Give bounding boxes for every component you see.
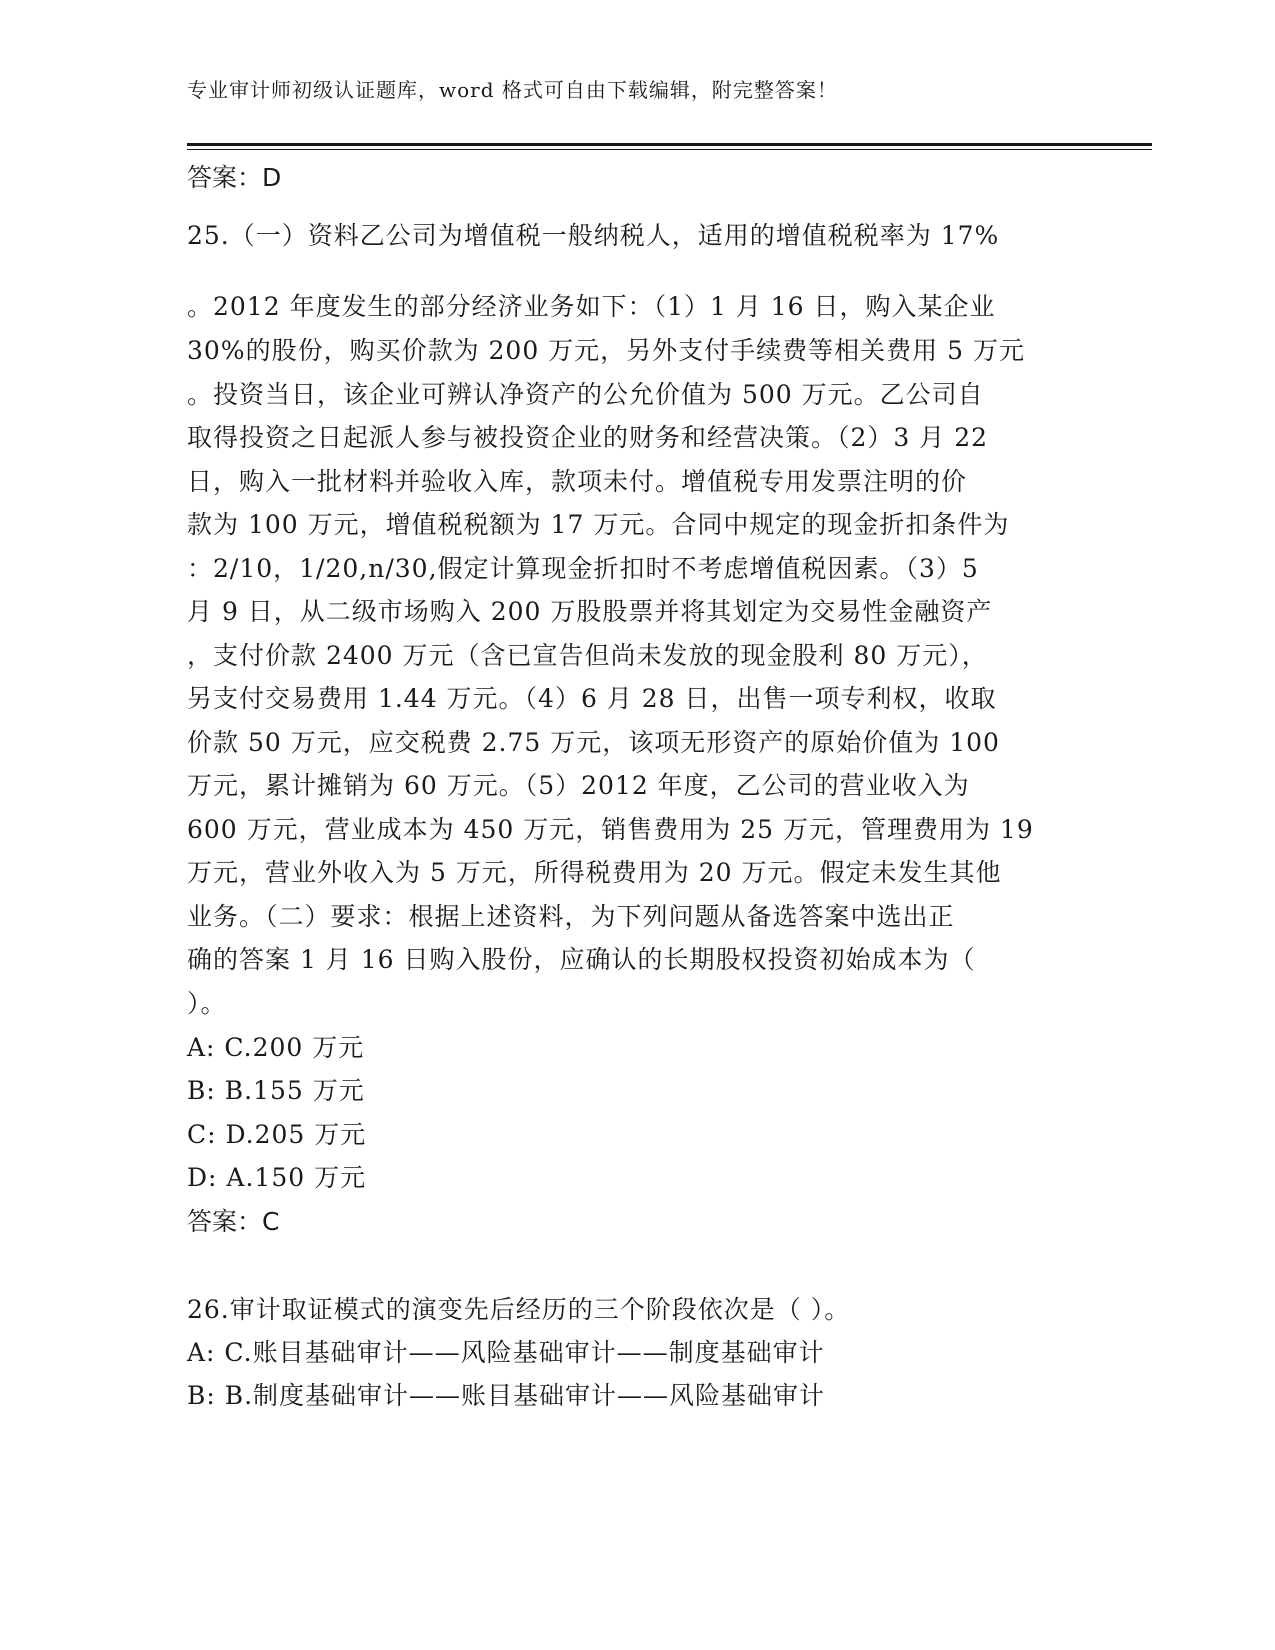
answer-25: 答案：C: [187, 1207, 280, 1236]
question-line: 26.审计取证模式的演变先后经历的三个阶段依次是（ ）。: [187, 1295, 851, 1324]
question-line: 25.（一）资料乙公司为增值税一般纳税人，适用的增值税税率为 17%: [187, 221, 1000, 250]
header-rule-thin: [187, 149, 1152, 150]
question-line: 600 万元，营业成本为 450 万元，销售费用为 25 万元，管理费用为 19: [187, 815, 1034, 844]
question-line: 30%的股份，购买价款为 200 万元，另外支付手续费等相关费用 5 万元: [187, 336, 1025, 365]
option-a: A: C.200 万元: [187, 1033, 365, 1062]
page-header: 专业审计师初级认证题库，word 格式可自由下载编辑，附完整答案！: [187, 78, 838, 102]
question-line: 万元，累计摊销为 60 万元。（5）2012 年度，乙公司的营业收入为: [187, 771, 970, 800]
question-line: 月 9 日，从二级市场购入 200 万股股票并将其划定为交易性金融资产: [187, 597, 993, 626]
question-line: 确的答案 1 月 16 日购入股份，应确认的长期股权投资初始成本为（: [187, 945, 976, 974]
option-a: A: C.账目基础审计——风险基础审计——制度基础审计: [187, 1338, 825, 1367]
question-line: 。投资当日，该企业可辨认净资产的公允价值为 500 万元。乙公司自: [187, 380, 984, 409]
question-line: ，支付价款 2400 万元（含已宣告但尚未发放的现金股利 80 万元），: [187, 641, 988, 670]
header-rule: [187, 143, 1152, 146]
question-line: 另支付交易费用 1.44 万元。（4）6 月 28 日，出售一项专利权，收取: [187, 684, 997, 713]
question-line: 取得投资之日起派人参与被投资企业的财务和经营决策。（2）3 月 22: [187, 423, 989, 452]
question-line: 。2012 年度发生的部分经济业务如下：（1）1 月 16 日，购入某企业: [187, 292, 996, 321]
option-c: C: D.205 万元: [187, 1120, 367, 1149]
option-b: B: B.155 万元: [187, 1076, 365, 1105]
question-line: 业务。（二）要求：根据上述资料，为下列问题从备选答案中选出正: [187, 902, 955, 931]
option-d: D: A.150 万元: [187, 1163, 367, 1192]
question-line: 款为 100 万元，增值税税额为 17 万元。合同中规定的现金折扣条件为: [187, 510, 1010, 539]
question-line: ）。: [187, 989, 227, 1018]
question-line: 日，购入一批材料并验收入库，款项未付。增值税专用发票注明的价: [187, 467, 968, 496]
question-line: 万元，营业外收入为 5 万元，所得税费用为 20 万元。假定未发生其他: [187, 858, 1002, 887]
question-line: ：2/10，1/20,n/30,假定计算现金折扣时不考虑增值税因素。（3）5: [187, 554, 979, 583]
question-line: 价款 50 万元，应交税费 2.75 万元，该项无形资产的原始价值为 100: [187, 728, 1000, 757]
option-b: B: B.制度基础审计——账目基础审计——风险基础审计: [187, 1381, 826, 1410]
previous-answer: 答案：D: [187, 163, 282, 192]
